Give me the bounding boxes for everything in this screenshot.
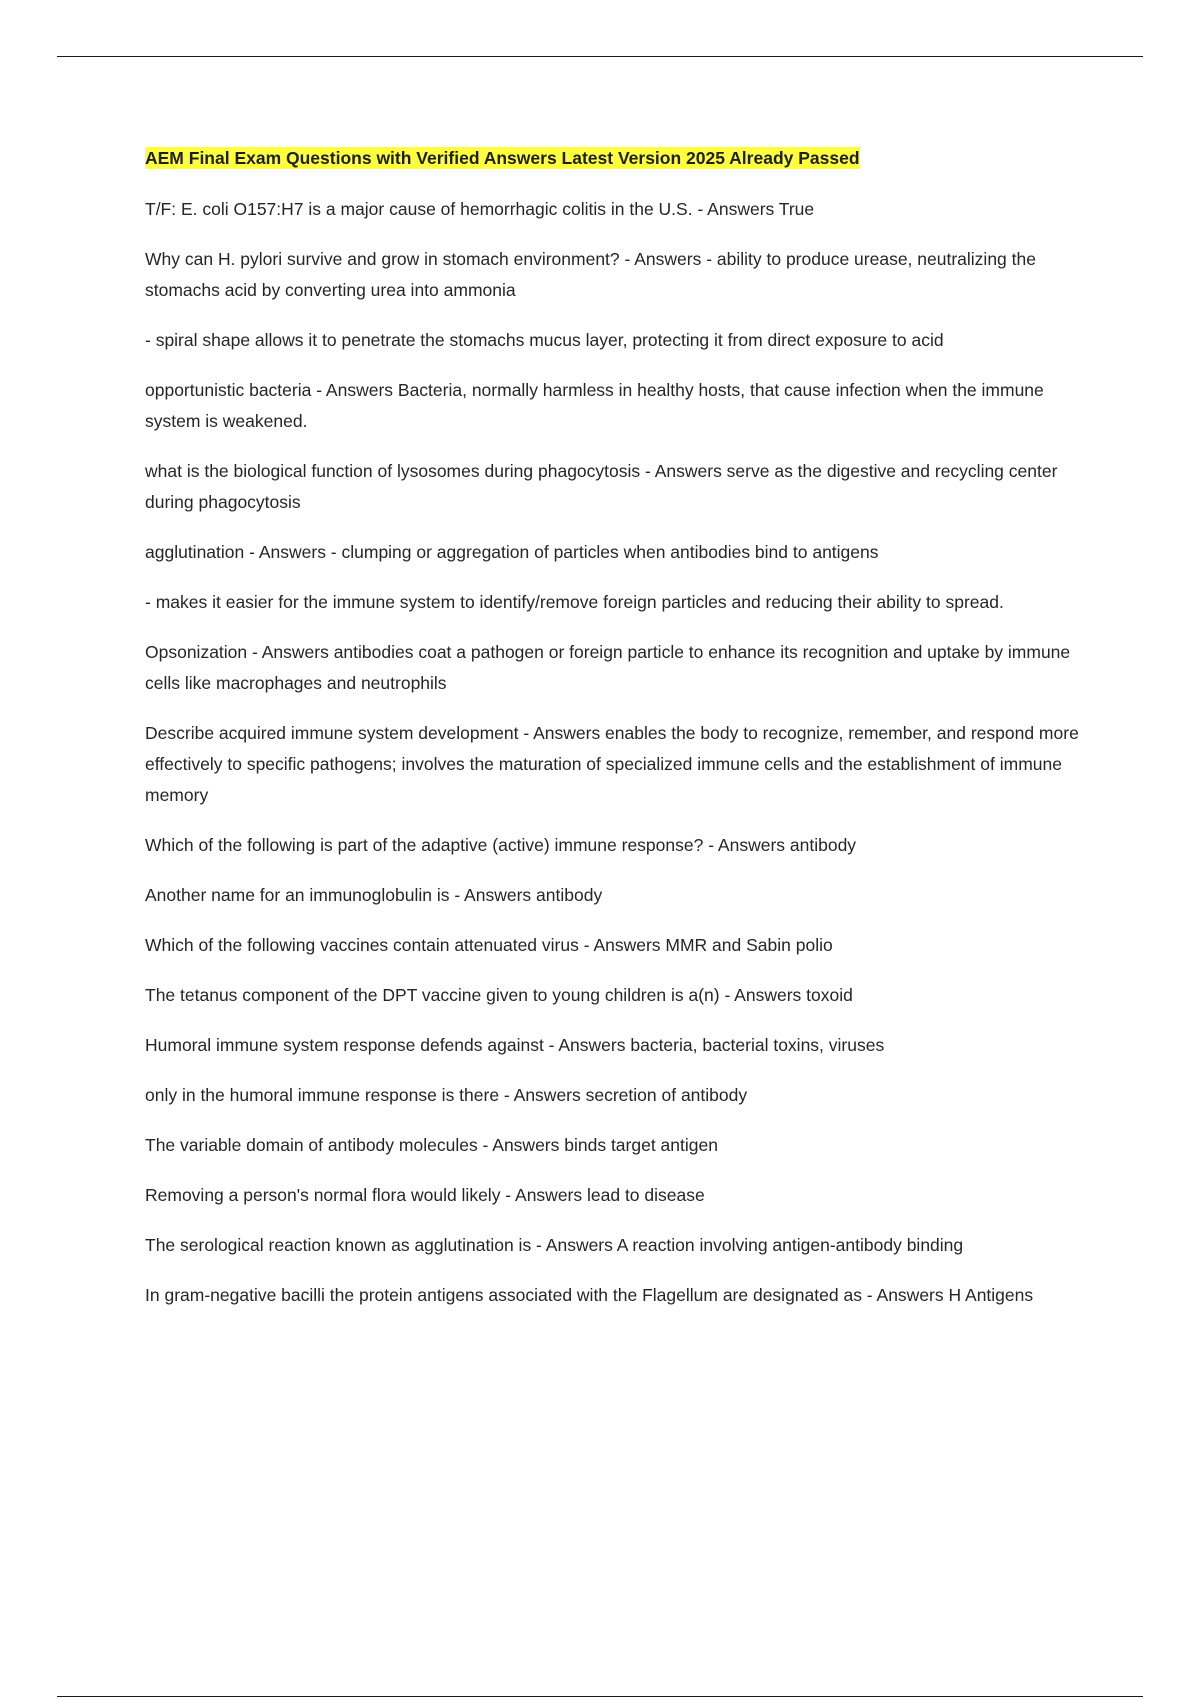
- qa-paragraph: opportunistic bacteria - Answers Bacteria, normally harmless in healthy hosts, that cause infection when the immune system is weakened.: [145, 380, 1044, 431]
- qa-paragraph: Which of the following vaccines contain attenuated virus - Answers MMR and Sabin polio: [145, 935, 833, 955]
- qa-paragraph: only in the humoral immune response is there - Answers secretion of antibody: [145, 1085, 748, 1105]
- qa-paragraph: - spiral shape allows it to penetrate the stomachs mucus layer, protecting it from direct exposure to acid: [145, 330, 944, 350]
- document-title: [145, 146, 1095, 170]
- qa-paragraph: Humoral immune system response defends against - Answers bacteria, bacterial toxins, viruses: [145, 1035, 885, 1055]
- qa-paragraph: Opsonization - Answers antibodies coat a pathogen or foreign particle to enhance its recognition and uptake by immune cells like macrophages and neutrophils: [145, 642, 1071, 693]
- qa-paragraph: agglutination - Answers - clumping or aggregation of particles when antibodies bind to antigens: [145, 542, 879, 562]
- qa-paragraph: - makes it easier for the immune system to identify/remove foreign particles and reducing their ability to spread.: [145, 592, 1004, 612]
- highlighted-title-text: AEM Final Exam Questions with Verified Answers Latest Version 2025 Already Passed: [145, 148, 860, 168]
- qa-paragraph: The serological reaction known as agglutination is - Answers A reaction involving antigen-antibody binding: [145, 1235, 964, 1255]
- header-rule: [57, 56, 1143, 57]
- qa-paragraph: Describe acquired immune system development - Answers enables the body to recognize, remember, and respond more effectively to specific pathogens; involves the maturation of specialized immune cells and the establishment of immune memory: [145, 723, 1079, 805]
- qa-paragraph: what is the biological function of lysosomes during phagocytosis - Answers serve as the digestive and recycling center during phagocytosis: [145, 461, 1058, 512]
- qa-paragraph: In gram-negative bacilli the protein antigens associated with the Flagellum are designated as - Answers H Antigens: [145, 1285, 1034, 1305]
- qa-paragraph: Which of the following is part of the adaptive (active) immune response? - Answers antibody: [145, 835, 857, 855]
- document-body: [145, 146, 1095, 1330]
- qa-paragraph: Another name for an immunoglobulin is - Answers antibody: [145, 885, 603, 905]
- qa-paragraph: The variable domain of antibody molecules - Answers binds target antigen: [145, 1135, 718, 1155]
- qa-paragraph: Why can H. pylori survive and grow in stomach environment? - Answers - ability to produce urease, neutralizing the stomachs acid by converting urea into ammonia: [145, 249, 1036, 300]
- qa-paragraph: T/F: E. coli O157:H7 is a major cause of hemorrhagic colitis in the U.S. - Answers True: [145, 199, 815, 219]
- qa-paragraph: The tetanus component of the DPT vaccine given to young children is a(n) - Answers toxoid: [145, 985, 853, 1005]
- footer-rule: [57, 1696, 1143, 1697]
- qa-paragraph: Removing a person's normal flora would likely - Answers lead to disease: [145, 1185, 705, 1205]
